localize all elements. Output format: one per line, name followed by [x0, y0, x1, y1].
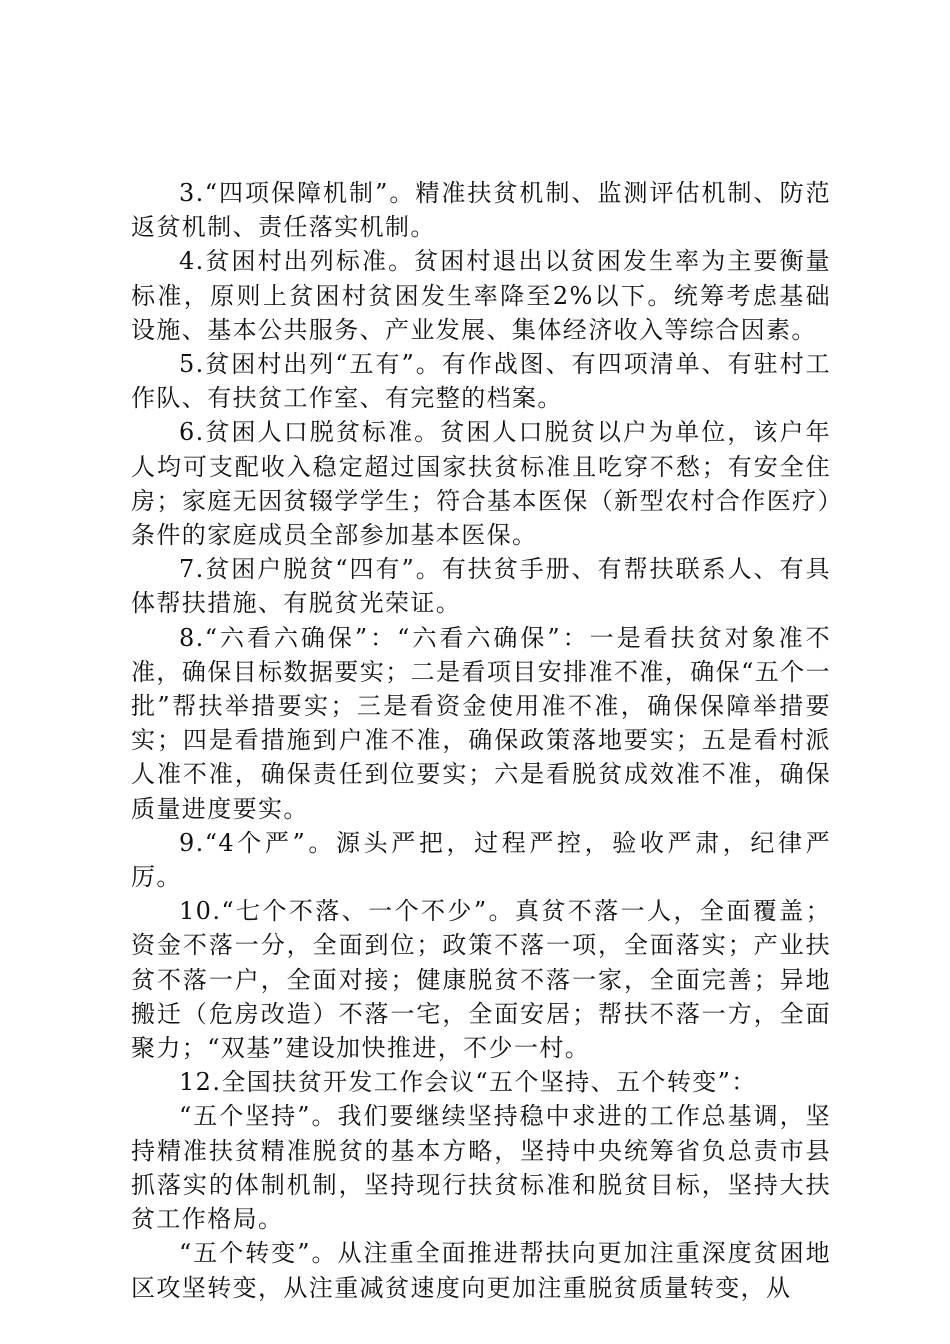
paragraph-five-persists: “五个坚持”。我们要继续坚持稳中求进的工作总基调，坚持精准扶贫精准脱贫的基本方略，坚持中央统筹省负总责市县抓落实的体制机制，坚持现行扶贫标准和脱贫目标，坚持大扶贫工作格局。: [131, 1102, 831, 1234]
paragraph-seven-none-left: 10.“七个不落、一个不少”。真贫不落一人，全面覆盖；资金不落一分，全面到位；政策不落一项，全面落实；产业扶贫不落一户，全面对接；健康脱贫不落一家，全面完善；异地搬迁（危房改造）不落一宅，全面安居；帮扶不落一方，全面聚力；“双基”建设加快推进，不少一村。: [131, 897, 831, 1063]
paragraph-six-checks: 8.“六看六确保”：“六看六确保”：一是看扶贫对象准不准，确保目标数据要实；二是看项目安排准不准，确保“五个一批”帮扶举措要实；三是看资金使用准不准，确保保障举措要实；四是看措施到户准不准，确保政策落地要实；五是看村派人准不准，确保责任到位要实；六是看脱贫成效准不准，确保质量进度要实。: [131, 623, 831, 823]
paragraph-four-safeguards: 3.“四项保障机制”。精准扶贫机制、监测评估机制、防范返贫机制、责任落实机制。: [131, 179, 831, 242]
paragraph-village-five-haves: 5.贫困村出列“五有”。有作战图、有四项清单、有驻村工作队、有扶贫工作室、有完整的档案。: [131, 350, 831, 413]
paragraph-village-exit-standard: 4.贫困村出列标准。贫困村退出以贫困发生率为主要衡量标准，原则上贫困村贫困发生率降至2%以下。统筹考虑基础设施、基本公共服务、产业发展、集体经济收入等综合因素。: [131, 247, 831, 344]
paragraph-household-four-haves: 7.贫困户脱贫“四有”。有扶贫手册、有帮扶联系人、有具体帮扶措施、有脱贫光荣证。: [131, 555, 831, 618]
document-body: [131, 176, 831, 1305]
paragraph-four-strict: 9.“4个严”。源头严把，过程严控，验收严肃，纪律严厉。: [131, 828, 831, 892]
paragraph-national-conference: 12.全国扶贫开发工作会议“五个坚持、五个转变”：: [179, 1068, 757, 1097]
paragraph-population-standard: 6.贫困人口脱贫标准。贫困人口脱贫以户为单位，该户年人均可支配收入稳定超过国家扶贫标准且吃穿不愁；有安全住房；家庭无因贫辍学学生；符合基本医保（新型农村合作医疗）条件的家庭成员全部参加基本医保。: [131, 418, 831, 550]
paragraph-five-transitions: “五个转变”。从注重全面推进帮扶向更加注重深度贫困地区攻坚转变，从注重减贫速度向更加注重脱贫质量转变，从: [131, 1239, 831, 1302]
